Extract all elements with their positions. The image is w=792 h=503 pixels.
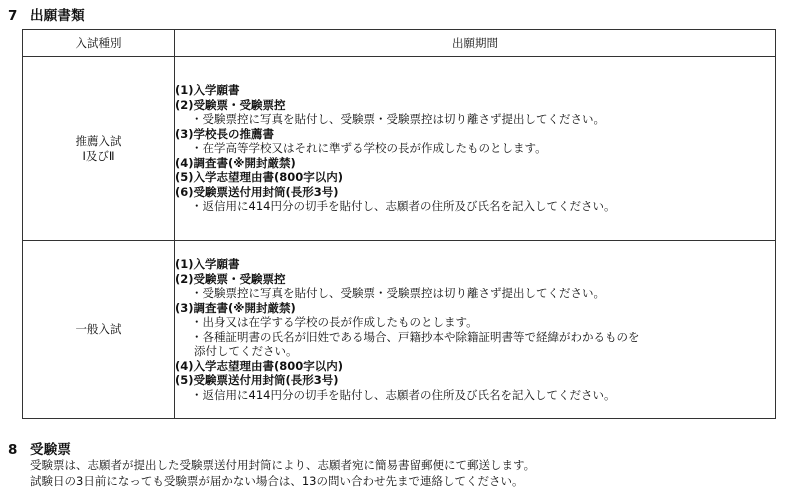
document-note: ・各種証明書の氏名が旧姓である場合、戸籍抄本や除籍証明書等で経緯がわかるものを (191, 329, 640, 344)
document-item: (3)学校長の推薦書 (175, 126, 275, 141)
document-note: ・返信用に414円分の切手を貼付し、志願者の住所及び氏名を記入してください。 (191, 387, 616, 402)
section-7-heading (8, 4, 85, 24)
document-item: (4)調査書(※開封厳禁) (175, 155, 296, 170)
exam-type-cell (23, 241, 175, 419)
document-item: (6)受験票送付用封筒(長形3号) (175, 184, 339, 199)
exam-type-label: 一般入試 (75, 322, 122, 337)
table-row (23, 241, 776, 419)
document-note: ・受験票控に写真を貼付し、受験票・受験票控は切り離さず提出してください。 (191, 286, 605, 300)
exam-type-label: 推薦入試 (75, 134, 122, 148)
document-item: (1)入学願書 (175, 257, 240, 271)
document-item: (2)受験票・受験票控 (175, 271, 286, 286)
document-item: (5)受験票送付用封筒(長形3号) (175, 373, 339, 387)
document-item: (1)入学願書 (175, 83, 240, 98)
document-note: ・受験票控に写真を貼付し、受験票・受験票控は切り離さず提出してください。 (191, 112, 605, 127)
exam-type-label: Ⅰ及びⅡ (82, 148, 115, 163)
section-7-number: 7 (8, 8, 18, 24)
section-8-number: 8 (8, 442, 18, 458)
document-item: (5)入学志望理由書(800字以内) (175, 170, 344, 185)
documents-cell (175, 57, 776, 241)
document-item: (3)調査書(※開封厳禁) (175, 300, 296, 315)
paragraph: 試験日の3日前になっても受験票が届かない場合は、13の問い合わせ先まで連絡してください。 (30, 473, 524, 488)
header-exam-type: 入試種別 (23, 30, 175, 57)
document-note: ・在学高等学校又はそれに準ずる学校の長が作成したものとします。 (191, 141, 547, 156)
table-row (23, 57, 776, 241)
section-7-title: 出願書類 (30, 8, 85, 24)
section-8-body (30, 458, 535, 489)
application-documents-table (22, 29, 776, 419)
exam-type-cell (23, 57, 175, 241)
document-item: (4)入学志望理由書(800字以内) (175, 358, 344, 373)
section-8-heading (8, 438, 71, 458)
document-note: 添付してください。 (194, 344, 298, 358)
section-8-title: 受験票 (30, 442, 72, 458)
document-item: (2)受験票・受験票控 (175, 97, 286, 112)
paragraph: 受験票は、志願者が提出した受験票送付用封筒により、志願者宛に簡易書留郵便にて郵送します。 (30, 458, 536, 472)
document-note: ・返信用に414円分の切手を貼付し、志願者の住所及び氏名を記入してください。 (191, 199, 616, 214)
table-header-row (23, 30, 776, 57)
document-note: ・出身又は在学する学校の長が作成したものとします。 (191, 315, 478, 329)
header-application-period: 出願期間 (175, 30, 776, 57)
documents-cell (175, 241, 776, 419)
